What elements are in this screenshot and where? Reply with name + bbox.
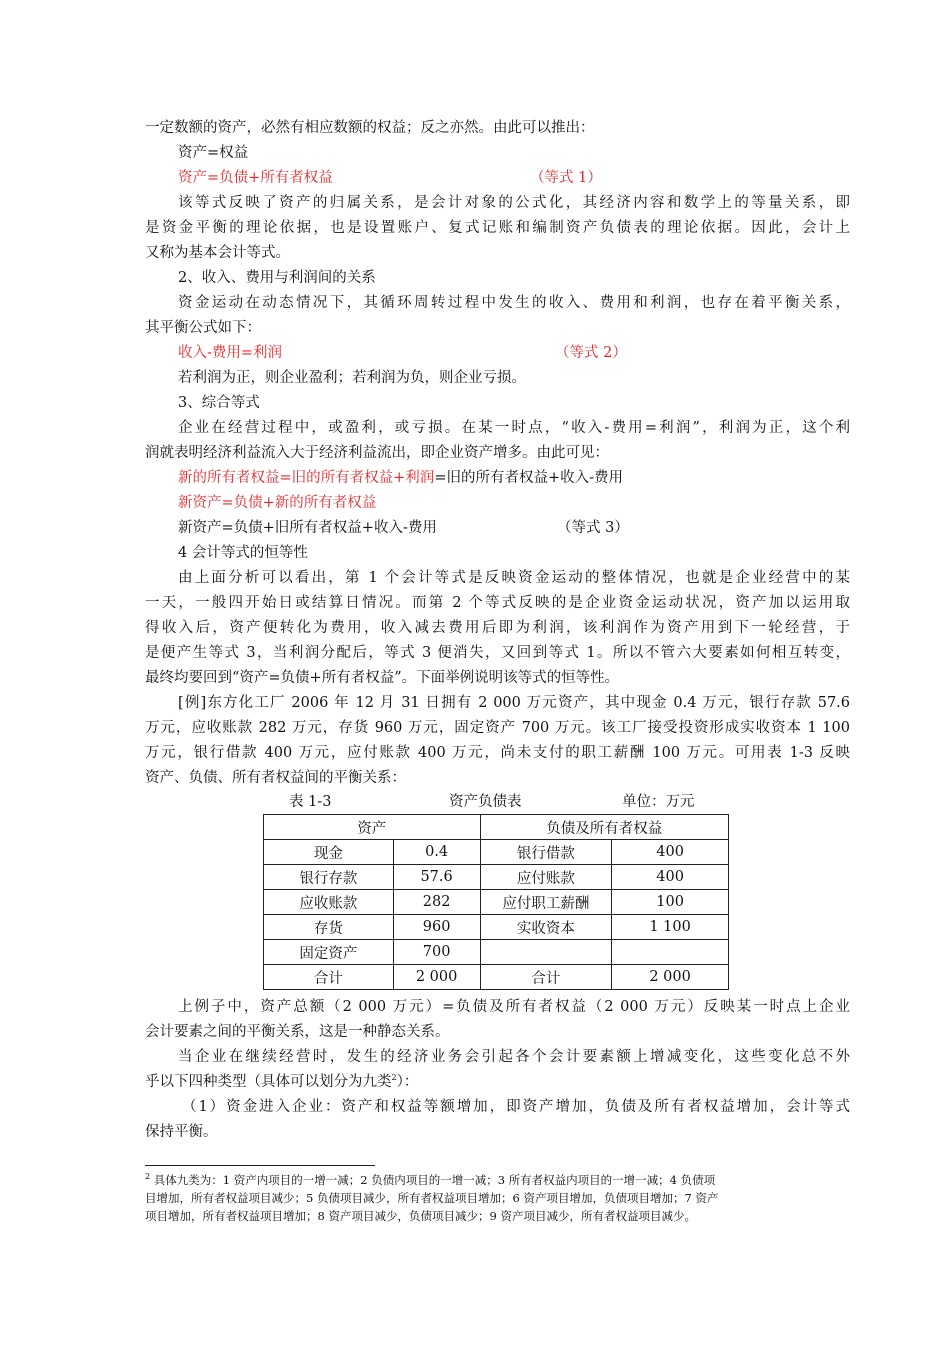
footnote-mark: 2 bbox=[145, 1172, 151, 1182]
table-cell: 57.6 bbox=[393, 865, 480, 890]
text-part: ）： bbox=[396, 1074, 419, 1090]
equation-2-tag: （等式 2） bbox=[555, 345, 627, 361]
section-heading: 3、综合等式 bbox=[178, 395, 260, 411]
example-line: 资产、负债、所有者权益间的平衡关系： bbox=[145, 770, 406, 786]
table-cell: 282 bbox=[393, 890, 480, 915]
table-cell: 固定资产 bbox=[264, 940, 394, 965]
footnote-line bbox=[145, 1172, 715, 1188]
table-header-row bbox=[264, 815, 729, 840]
text-line: 一天，一般四开始日或结算日情况。而第 2 个等式反映的是企业资金运动状况，资产加以运用取 bbox=[145, 595, 850, 611]
table-cell: 2 000 bbox=[393, 965, 480, 990]
table-cell: 400 bbox=[612, 865, 729, 890]
table-cell: 合计 bbox=[264, 965, 394, 990]
table-cell: 银行存款 bbox=[264, 865, 394, 890]
text-line: 保持平衡。 bbox=[145, 1124, 218, 1140]
table-unit: 单位：万元 bbox=[622, 794, 695, 810]
text-line bbox=[145, 1072, 418, 1092]
example-line: [例]东方化工厂 2006 年 12 月 31 日拥有 2 000 万元资产，其中现金 0.4 万元，银行存款 57.6 bbox=[178, 695, 850, 711]
text-line: （1）资金进入企业：资产和权益等额增加，即资产增加，负债及所有者权益增加，会计等式 bbox=[182, 1099, 850, 1115]
table-cell: 0.4 bbox=[393, 840, 480, 865]
text-line: 一定数额的资产，必然有相应数额的权益；反之亦然。由此可以推出： bbox=[145, 120, 595, 136]
table-cell: 100 bbox=[612, 890, 729, 915]
table-cell: 现金 bbox=[264, 840, 394, 865]
equation-rest-part: =旧的所有者权益+收入-费用 bbox=[434, 470, 624, 486]
table-row bbox=[264, 940, 729, 965]
table-cell: 2 000 bbox=[612, 965, 729, 990]
example-line: 万元，银行借款 400 万元，应付账款 400 万元，尚未支付的职工薪酬 100 万元。可用表 1-3 反映 bbox=[145, 745, 850, 761]
table-row bbox=[264, 840, 729, 865]
footnote-divider bbox=[145, 1165, 375, 1166]
text-line: 该等式反映了资产的归属关系，是会计对象的公式化，其经济内容和数学上的等量关系，即 bbox=[178, 195, 850, 211]
text-line: 上例子中，资产总额（2 000 万元）=负债及所有者权益（2 000 万元）反映某一时点上企业 bbox=[178, 999, 850, 1015]
table-cell: 应付账款 bbox=[480, 865, 612, 890]
text-line: 企业在经营过程中，或盈利，或亏损。在某一时点，“收入-费用=利润”，利润为正，这个利 bbox=[178, 420, 850, 436]
header-assets: 资产 bbox=[264, 815, 481, 840]
footnote-ref[interactable]: 2 bbox=[391, 1073, 397, 1083]
header-liabilities-equity: 负债及所有者权益 bbox=[480, 815, 728, 840]
text-line: 是资金平衡的理论依据，也是设置账户、复式记账和编制资产负债表的理论依据。因此，会计上 bbox=[145, 220, 850, 236]
text-line: 润就表明经济利益流入大于经济利益流出，即企业资产增多。由此可见： bbox=[145, 445, 609, 461]
equation-line: 新资产=负债+新的所有者权益 bbox=[178, 495, 377, 511]
equation-1-tag: （等式 1） bbox=[530, 170, 602, 186]
table-cell: 银行借款 bbox=[480, 840, 612, 865]
text-line: 资金运动在动态情况下，其循环周转过程中发生的收入、费用和利润，也存在着平衡关系， bbox=[178, 295, 850, 311]
table-cell: 实收资本 bbox=[480, 915, 612, 940]
text-line: 是便产生等式 3，当利润分配后，等式 3 便消失，又回到等式 1。所以不管六大要素如何相互转变， bbox=[145, 645, 850, 661]
equation-3-tag: （等式 3） bbox=[557, 520, 629, 536]
text-line: 若利润为正，则企业盈利；若利润为负，则企业亏损。 bbox=[178, 370, 526, 386]
equation-line: 资产=权益 bbox=[178, 145, 249, 161]
footnote-line: 项目增加，所有者权益项目增加；8 资产项目减少，负债项目减少；9 资产项目减少，所有者权益项目减少。 bbox=[145, 1209, 696, 1223]
table-total-row bbox=[264, 965, 729, 990]
table-cell: 应付职工薪酬 bbox=[480, 890, 612, 915]
text-line: 其平衡公式如下： bbox=[145, 320, 261, 336]
table-cell: 400 bbox=[612, 840, 729, 865]
footnote-line: 目增加，所有者权益项目减少；5 负债项目减少，所有者权益项目增加；6 资产项目增加，负债项目增加；7 资产 bbox=[145, 1191, 719, 1205]
table-cell: 700 bbox=[393, 940, 480, 965]
equation-1: 资产=负债+所有者权益 bbox=[178, 170, 333, 186]
table-cell: 应收账款 bbox=[264, 890, 394, 915]
table-cell: 960 bbox=[393, 915, 480, 940]
text-line: 得收入后，资产便转化为费用，收入减去费用后即为利润，该利润作为资产用到下一轮经营，于 bbox=[145, 620, 850, 636]
example-line: 万元，应收账款 282 万元，存货 960 万元，固定资产 700 万元。该工厂接受投资形成实收资本 1 100 bbox=[145, 720, 850, 736]
text-line: 由上面分析可以看出，第 1 个会计等式是反映资金运动的整体情况，也就是企业经营中的某 bbox=[178, 570, 850, 586]
table-cell: 1 100 bbox=[612, 915, 729, 940]
balance-sheet-table bbox=[263, 814, 729, 990]
text-line: 最终均要回到“资产=负债+所有者权益”。下面举例说明该等式的恒等性。 bbox=[145, 670, 620, 686]
section-heading: 2、收入、费用与利润间的关系 bbox=[178, 270, 376, 286]
table-number: 表 1-3 bbox=[289, 794, 332, 810]
equation-red-part: 新的所有者权益=旧的所有者权益+利润 bbox=[178, 470, 435, 486]
text-line: 当企业在继续经营时，发生的经济业务会引起各个会计要素额上增减变化，这些变化总不外 bbox=[178, 1049, 850, 1065]
table-row bbox=[264, 915, 729, 940]
table-title: 资产负债表 bbox=[449, 794, 522, 810]
text-line: 又称为基本会计等式。 bbox=[145, 245, 290, 261]
footnote-text: 具体九类为：1 资产内项目的一增一减；2 负债内项目的一增一减；3 所有者权益内项目的一增一减；4 负债项 bbox=[150, 1173, 716, 1187]
equation-line bbox=[178, 468, 623, 488]
section-heading: 4 会计等式的恒等性 bbox=[178, 545, 308, 561]
table-row bbox=[264, 865, 729, 890]
table-cell bbox=[612, 940, 729, 965]
table-row bbox=[264, 890, 729, 915]
text-line: 会计要素之间的平衡关系，这是一种静态关系。 bbox=[145, 1024, 450, 1040]
equation-3: 新资产=负债+旧所有者权益+收入-费用 bbox=[178, 520, 437, 536]
text-part: 乎以下四种类型（具体可以划分为九类 bbox=[145, 1074, 392, 1090]
table-cell: 存货 bbox=[264, 915, 394, 940]
table-cell: 合计 bbox=[480, 965, 612, 990]
equation-2: 收入-费用=利润 bbox=[178, 345, 283, 361]
table-cell bbox=[480, 940, 612, 965]
